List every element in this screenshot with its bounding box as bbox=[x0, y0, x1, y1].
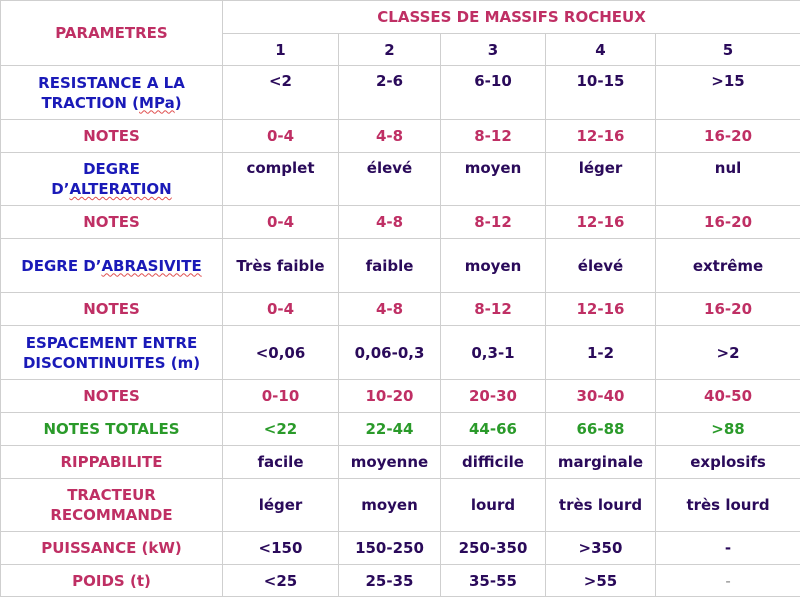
table-cell: >55 bbox=[546, 565, 656, 597]
resistance-label: RESISTANCE A LA TRACTION (MPa) bbox=[1, 66, 223, 120]
table-row bbox=[1, 153, 800, 206]
table-cell: 40-50 bbox=[656, 380, 800, 413]
table-cell: 4-8 bbox=[339, 206, 441, 239]
table-row bbox=[1, 66, 800, 120]
table-cell: moyen bbox=[441, 239, 546, 293]
table-cell: >350 bbox=[546, 532, 656, 565]
table-cell: moyen bbox=[339, 479, 441, 532]
table-row bbox=[1, 293, 800, 326]
table-cell: facile bbox=[223, 446, 339, 479]
table-cell: difficile bbox=[441, 446, 546, 479]
table-row bbox=[1, 532, 800, 565]
table-row bbox=[1, 206, 800, 239]
notes-label: NOTES bbox=[1, 293, 223, 326]
table-cell: 22-44 bbox=[339, 413, 441, 446]
table-row bbox=[1, 446, 800, 479]
table-cell: 20-30 bbox=[441, 380, 546, 413]
table-cell: - bbox=[656, 565, 800, 597]
table-cell: <25 bbox=[223, 565, 339, 597]
table-cell: très lourd bbox=[546, 479, 656, 532]
table-cell: 35-55 bbox=[441, 565, 546, 597]
table-cell: léger bbox=[223, 479, 339, 532]
table-cell: moyen bbox=[441, 153, 546, 206]
table-cell: 44-66 bbox=[441, 413, 546, 446]
table-row bbox=[1, 565, 800, 597]
table-row bbox=[1, 479, 800, 532]
table-cell: nul bbox=[656, 153, 800, 206]
header-row bbox=[1, 1, 800, 34]
table-row bbox=[1, 326, 800, 380]
puissance-label: PUISSANCE (kW) bbox=[1, 532, 223, 565]
table-cell: 8-12 bbox=[441, 293, 546, 326]
table-cell: <0,06 bbox=[223, 326, 339, 380]
table-cell: moyenne bbox=[339, 446, 441, 479]
poids-label: POIDS (t) bbox=[1, 565, 223, 597]
table-row bbox=[1, 413, 800, 446]
table-cell: 0-4 bbox=[223, 120, 339, 153]
table-cell: 0-4 bbox=[223, 206, 339, 239]
table-cell: <2 bbox=[223, 66, 339, 120]
alteration-label: DEGRE D’ALTERATION bbox=[1, 153, 223, 206]
table-cell: léger bbox=[546, 153, 656, 206]
table-cell: 1-2 bbox=[546, 326, 656, 380]
table-cell: 8-12 bbox=[441, 120, 546, 153]
table-cell: lourd bbox=[441, 479, 546, 532]
table-cell: 0,06-0,3 bbox=[339, 326, 441, 380]
table-cell: explosifs bbox=[656, 446, 800, 479]
notes-totales-label: NOTES TOTALES bbox=[1, 413, 223, 446]
table-cell: - bbox=[656, 532, 800, 565]
table-cell: Très faible bbox=[223, 239, 339, 293]
table-cell: 16-20 bbox=[656, 293, 800, 326]
table-cell: complet bbox=[223, 153, 339, 206]
tracteur-label: TRACTEUR RECOMMANDE bbox=[1, 479, 223, 532]
table-cell: <150 bbox=[223, 532, 339, 565]
notes-label: NOTES bbox=[1, 380, 223, 413]
table-cell: 10-15 bbox=[546, 66, 656, 120]
table-cell: élevé bbox=[339, 153, 441, 206]
table-row bbox=[1, 380, 800, 413]
table-cell: 8-12 bbox=[441, 206, 546, 239]
class-4-header: 4 bbox=[546, 34, 656, 66]
table-cell: 66-88 bbox=[546, 413, 656, 446]
table-cell: 16-20 bbox=[656, 206, 800, 239]
table-cell: 4-8 bbox=[339, 120, 441, 153]
espacement-label: ESPACEMENT ENTRE DISCONTINUITES (m) bbox=[1, 326, 223, 380]
abrasivite-label: DEGRE D’ABRASIVITE bbox=[1, 239, 223, 293]
table-cell: 0,3-1 bbox=[441, 326, 546, 380]
table-cell: faible bbox=[339, 239, 441, 293]
class-5-header: 5 bbox=[656, 34, 800, 66]
notes-label: NOTES bbox=[1, 206, 223, 239]
notes-label: NOTES bbox=[1, 120, 223, 153]
table-cell: 6-10 bbox=[441, 66, 546, 120]
table-cell: marginale bbox=[546, 446, 656, 479]
table-cell: >15 bbox=[656, 66, 800, 120]
parametres-header: PARAMETRES bbox=[1, 1, 223, 66]
table-cell: 25-35 bbox=[339, 565, 441, 597]
table-cell: élevé bbox=[546, 239, 656, 293]
table-cell: <22 bbox=[223, 413, 339, 446]
table-cell: 12-16 bbox=[546, 206, 656, 239]
table-cell: 4-8 bbox=[339, 293, 441, 326]
table-cell: 30-40 bbox=[546, 380, 656, 413]
table-cell: >88 bbox=[656, 413, 800, 446]
table-cell: 16-20 bbox=[656, 120, 800, 153]
table-cell: extrême bbox=[656, 239, 800, 293]
table-cell: 12-16 bbox=[546, 293, 656, 326]
table-row bbox=[1, 239, 800, 293]
table-cell: 150-250 bbox=[339, 532, 441, 565]
table-cell: 2-6 bbox=[339, 66, 441, 120]
class-1-header: 1 bbox=[223, 34, 339, 66]
class-3-header: 3 bbox=[441, 34, 546, 66]
table-cell: très lourd bbox=[656, 479, 800, 532]
table-cell: 12-16 bbox=[546, 120, 656, 153]
rippabilite-label: RIPPABILITE bbox=[1, 446, 223, 479]
classes-title: CLASSES DE MASSIFS ROCHEUX bbox=[223, 1, 800, 34]
table-cell: 0-10 bbox=[223, 380, 339, 413]
table-cell: 250-350 bbox=[441, 532, 546, 565]
class-2-header: 2 bbox=[339, 34, 441, 66]
table-row bbox=[1, 120, 800, 153]
table-cell: >2 bbox=[656, 326, 800, 380]
table-cell: 10-20 bbox=[339, 380, 441, 413]
table-cell: 0-4 bbox=[223, 293, 339, 326]
